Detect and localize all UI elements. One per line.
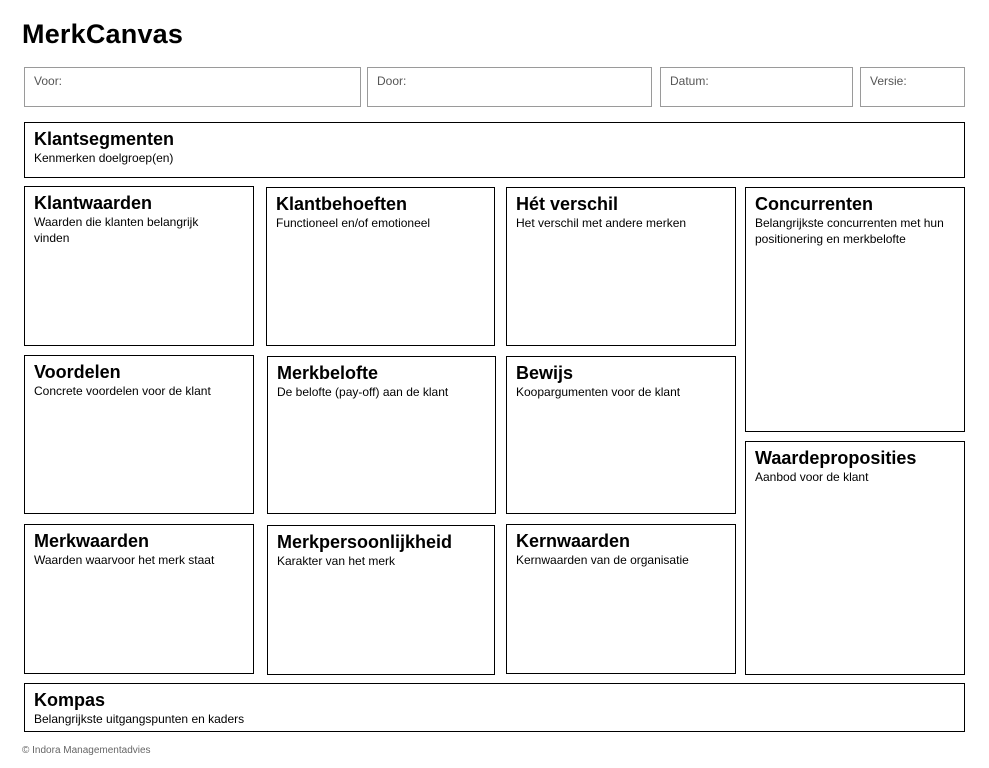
versie-label: Versie: bbox=[870, 74, 907, 88]
kernwaarden-title: Kernwaarden bbox=[516, 531, 631, 551]
bewijs-block[interactable] bbox=[506, 356, 736, 514]
merkwaarden-title: Merkwaarden bbox=[34, 531, 150, 551]
klantsegmenten-block[interactable] bbox=[24, 122, 965, 178]
kernwaarden-block[interactable] bbox=[506, 524, 736, 674]
het-verschil-title: Hét verschil bbox=[516, 194, 619, 214]
concurrenten-description: Belangrijkste concurrenten met hun positionering en merkbelofte bbox=[755, 216, 944, 246]
datum-field[interactable] bbox=[660, 67, 853, 107]
kompas-block[interactable] bbox=[24, 683, 965, 732]
merkpersoonlijkheid-description: Karakter van het merk bbox=[277, 554, 396, 568]
merkbelofte-description: De belofte (pay-off) aan de klant bbox=[277, 385, 449, 399]
voordelen-block[interactable] bbox=[24, 355, 254, 514]
merkbelofte-block[interactable] bbox=[267, 356, 496, 514]
waardeproposities-description: Aanbod voor de klant bbox=[755, 470, 869, 484]
merkpersoonlijkheid-block[interactable] bbox=[267, 525, 495, 675]
merkbelofte-title: Merkbelofte bbox=[277, 363, 379, 383]
voor-label: Voor: bbox=[34, 74, 63, 88]
page-title: MerkCanvas bbox=[22, 19, 184, 49]
datum-label: Datum: bbox=[670, 74, 709, 88]
door-label: Door: bbox=[377, 74, 407, 88]
door-field[interactable] bbox=[367, 67, 652, 107]
klantwaarden-block[interactable] bbox=[24, 186, 254, 346]
merkwaarden-block[interactable] bbox=[24, 524, 254, 674]
merkwaarden-description: Waarden waarvoor het merk staat bbox=[34, 553, 215, 567]
klantwaarden-title: Klantwaarden bbox=[34, 193, 153, 213]
klantwaarden-description: Waarden die klanten belangrijk vinden bbox=[34, 215, 199, 245]
klantbehoeften-title: Klantbehoeften bbox=[276, 194, 408, 214]
klantsegmenten-description: Kenmerken doelgroep(en) bbox=[34, 151, 174, 165]
waardeproposities-block[interactable] bbox=[745, 441, 965, 675]
concurrenten-title: Concurrenten bbox=[755, 194, 874, 214]
versie-field[interactable] bbox=[860, 67, 965, 107]
klantbehoeften-description: Functioneel en/of emotioneel bbox=[276, 216, 431, 230]
het-verschil-block[interactable] bbox=[506, 187, 736, 346]
klantsegmenten-title: Klantsegmenten bbox=[34, 129, 175, 149]
merkpersoonlijkheid-title: Merkpersoonlijkheid bbox=[277, 532, 453, 552]
klantbehoeften-block[interactable] bbox=[266, 187, 495, 346]
voordelen-title: Voordelen bbox=[34, 362, 121, 382]
voordelen-description: Concrete voordelen voor de klant bbox=[34, 384, 211, 398]
kompas-description: Belangrijkste uitgangspunten en kaders bbox=[34, 712, 245, 726]
copyright-footer: © Indora Managementadvies bbox=[22, 745, 151, 756]
kompas-title: Kompas bbox=[34, 690, 106, 710]
voor-field[interactable] bbox=[24, 67, 361, 107]
bewijs-description: Koopargumenten voor de klant bbox=[516, 385, 681, 399]
concurrenten-block[interactable] bbox=[745, 187, 965, 432]
kernwaarden-description: Kernwaarden van de organisatie bbox=[516, 553, 689, 567]
bewijs-title: Bewijs bbox=[516, 363, 574, 383]
waardeproposities-title: Waardeproposities bbox=[755, 448, 917, 468]
het-verschil-description: Het verschil met andere merken bbox=[516, 216, 687, 230]
